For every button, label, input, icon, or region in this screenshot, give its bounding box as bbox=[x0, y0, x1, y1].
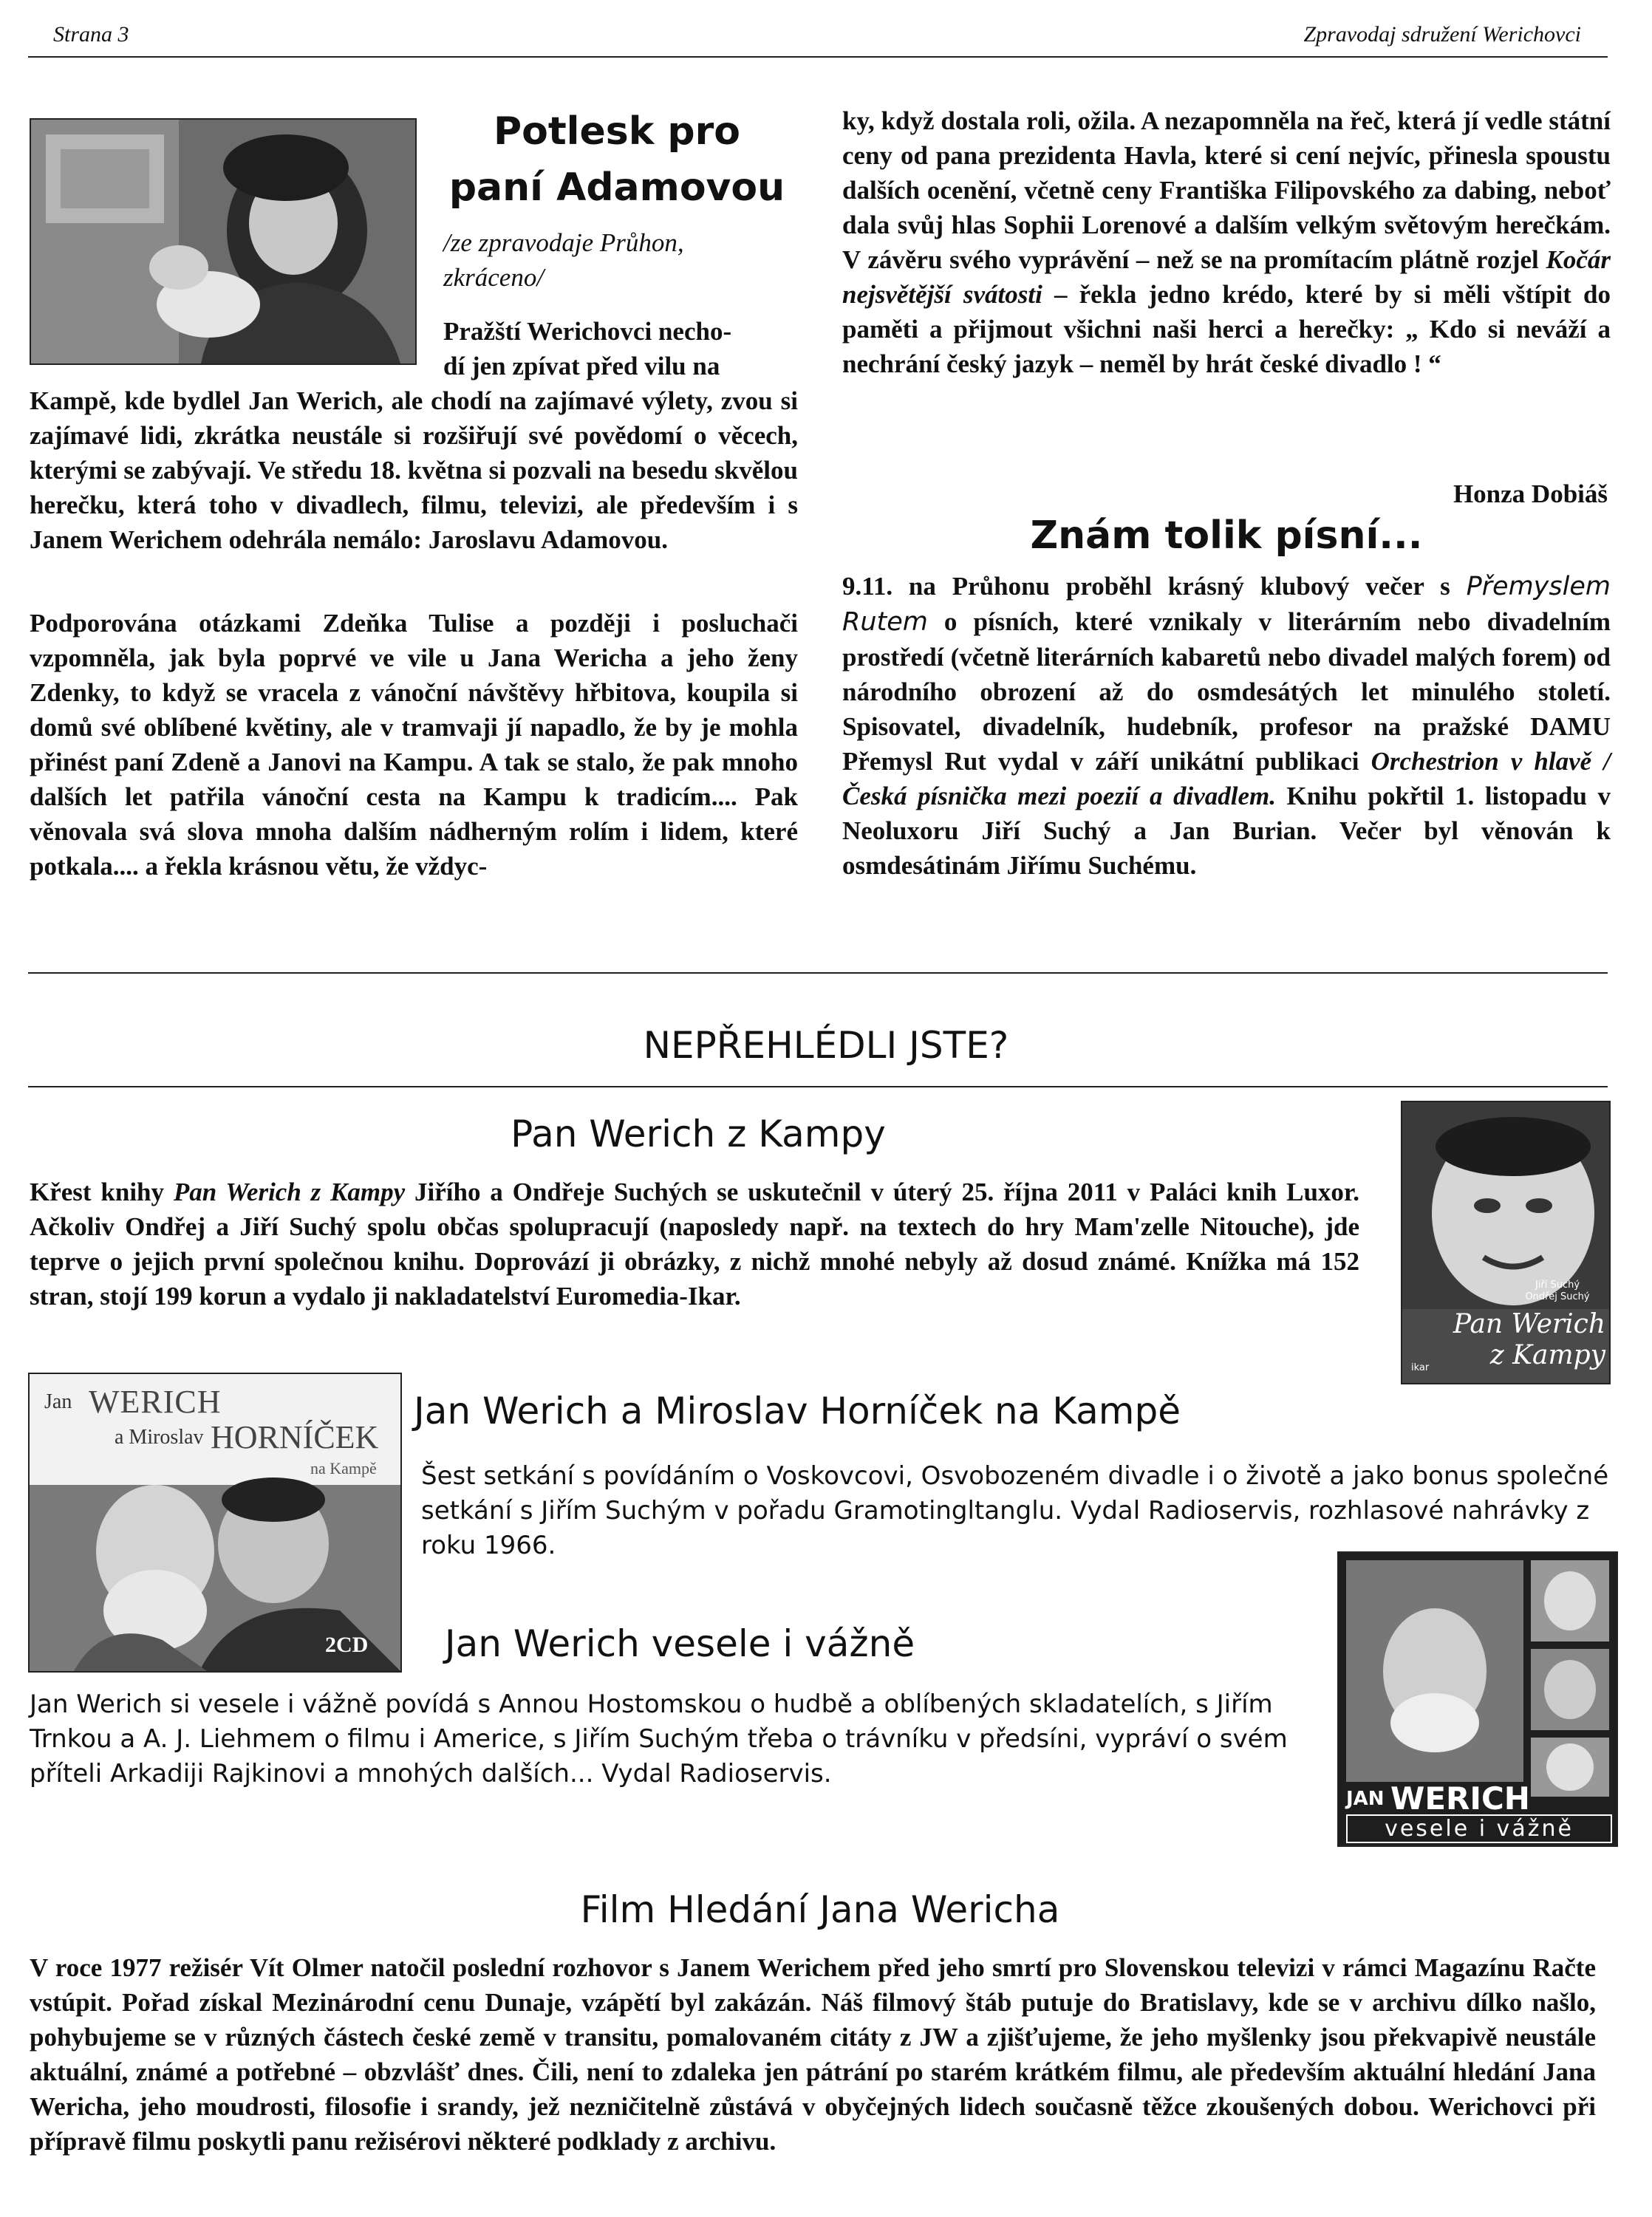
werich-vesele-i-vazne-cover bbox=[1337, 1551, 1618, 1847]
cd-cover-hornicek: HORNÍČEK bbox=[211, 1419, 379, 1455]
cd-cover-na-kampe: na Kampě bbox=[310, 1459, 377, 1478]
article2-text: 9.11. na Průhonu proběhl krásný klubový večer s Přemyslem Rutem o písních, které vznikaly v literárním nebo divadelním prostředí (včetně literárních kabaretů nebo divadel malých forem) od národního obrození až do osmdesátých let minulého století. Spisovatel, divadelník, hudebník, profesor na pražské DAMU Přemysl Rut vydal v září unikátní publikaci Orchestrion v hlavě / Česká písnička mezi poezií a divadlem. Knihu pokřtil 1. listopadu v Neoluxoru Jiří Suchý a Jan Burian. Večer byl věnován k osmdesátinám Jiřímu Suchému. bbox=[842, 572, 1611, 880]
item2-title: Jan Werich a Miroslav Horníček na Kampě bbox=[414, 1390, 1181, 1432]
article1-author: Honza Dobiáš bbox=[1453, 479, 1608, 508]
item1-text: Křest knihy Pan Werich z Kampy Jiřího a Ondřeje Suchých se uskutečnil v úterý 25. října 2011 v Paláci knih Luxor. Ačkoliv Ondřej a Jiří Suchý spolu občas spolupracují (naposledy např. na textech do hry Mam'zelle Nitouche), jde teprve o jejich první společnou knihu. Doprovází ji obrázky, z nichž mnohé nebyly až dosud známé. Knížka má 152 stran, stojí 199 korun a vydalo ji nakladatelství Euromedia-Ikar. bbox=[30, 1178, 1359, 1311]
item4-text: V roce 1977 režisér Vít Olmer natočil poslední rozhovor s Janem Werichem před jeho smrtí pro Slovenskou televizi v rámci Magazínu Račte vstúpit. Pořad získal Mezinárodní cenu Dunaje, vzápětí byl zakázán. Náš filmový štáb putuje do Bratislavy, kde se v archivu dílko našlo, pohybujeme se v různých částech české země v transitu, pomalovaném citáty z JW a zjišťujeme, že jeho myšlenky jsou překvapivě neustále aktuální, známé a potřebné – obzvlášť dnes. Čili, není to zdaleka jen pátrání po starém krátkém filmu, ale především aktuální hledání Jana Wericha, jeho moudrosti, filosofie i srandy, jež nezničitelně zůstává v obyčejných lidech současně těžce zkoušených dobou. Werichovci při přípravě filmu poskytli panu režisérovi některé podklady z archivu. bbox=[30, 1953, 1596, 2156]
guest-name: Přemyslem Rutem bbox=[842, 572, 1611, 637]
film-title: Kočár nejsvětější svátosti bbox=[842, 245, 1611, 309]
cd-cover-a-miroslav: a Miroslav bbox=[115, 1426, 204, 1449]
section-rule-top bbox=[28, 972, 1608, 974]
cover-werich: WERICH bbox=[1390, 1780, 1530, 1817]
book-title: Orchestrion v hlavě / Česká písnička mezi poezií a divadlem. bbox=[842, 747, 1611, 810]
cd-cover-2cd: 2CD bbox=[325, 1633, 369, 1657]
header-rule bbox=[28, 56, 1608, 58]
cd-cover-werich: WERICH bbox=[89, 1384, 222, 1420]
item1-title: Pan Werich z Kampy bbox=[511, 1113, 886, 1155]
article1-paragraph-2: Podporována otázkami Zdeňka Tulise a později i posluchači vzpomněla, jak byla poprvé ve vile u Jana Wericha a jeho ženy Zdenky, to když se vracela z vánoční návštěvy hřbitova, koupila si domů své oblíbené květiny, ale v tramvaji jí napadlo, že by je mohla přinést paní Zdeně a Janovi na Kampu. A tak se stalo, že pak mnoho dalších let patřila vánoční cesta na Kampu k tradicím.... Pak věnovala svá slova mnoha dalším nádherným rolím i lidem, které potkala.... a řekla krásnou větu, že vždyc- bbox=[30, 609, 798, 881]
cover-publisher: ikar bbox=[1411, 1362, 1430, 1373]
section-title: NEPŘEHLÉDLI JSTE? bbox=[643, 1024, 1009, 1067]
item3-title: Jan Werich vesele i vážně bbox=[444, 1622, 915, 1665]
article1-intro: Pražští Werichovci necho- dí jen zpívat před vilu na bbox=[443, 317, 732, 380]
pan-werich-book-cover bbox=[1401, 1101, 1611, 1384]
cover-subtitle: vesele i vážně bbox=[1346, 1814, 1612, 1843]
publication-title: Zpravodaj sdružení Werichovci bbox=[1303, 22, 1581, 47]
article1-title: Potlesk pro paní Adamovou bbox=[448, 109, 785, 210]
item1-book-title: Pan Werich z Kampy bbox=[173, 1178, 406, 1206]
item2-text: Šest setkání s povídáním o Voskovcovi, Osvobozeném divadle i o životě a jako bonus společné setkání s Jiřím Suchým v pořadu Gramotingltanglu. Vydal Radioservis, rozhlasové nahrávky z roku 1966. bbox=[421, 1461, 1609, 1560]
article1-paragraph-3: ky, když dostala roli, ožila. A nezapomněla na řeč, která jí vedle státní ceny od pana prezidenta Havla, které si cení nejvíc, přinesla spoustu dalších ocenění, včetně ceny Františka Filipovského za dabing, neboť dala svůj hlas Sophii Lorenové a dalším velkým světovým herečkám. V závěru svého vyprávění – než se na promítacím plátně rozjel Kočár nejsvětější svátosti – řekla jedno krédo, které by si měli vštípit do paměti a přijmout všichni naši herci a herečky: „ Kdo si neváží a nechrání český jazyk – neměl by hrát české divadlo ! “ bbox=[842, 106, 1611, 378]
adamova-photo bbox=[30, 118, 417, 365]
cd-cover-jan: Jan bbox=[44, 1390, 72, 1413]
cover-title: Pan Werich z Kampy bbox=[1453, 1309, 1605, 1370]
article1-paragraph-1: Kampě, kde bydlel Jan Werich, ale chodí na zajímavé výlety, zvou si zajímavé lidi, zkrátka neustále si rozšiřují své povědomí o věcech, kterými se zabývají. Ve středu 18. května si pozvali na besedu skvělou herečku, která toho v divadlech, filmu, televizi, ale především i s Janem Werichem odehrála nemálo: Jaroslavu Adamovou. bbox=[30, 386, 798, 554]
article1-source: /ze zpravodaje Průhon, zkráceno/ bbox=[443, 228, 684, 292]
article2-title: Znám tolik písní... bbox=[1030, 513, 1423, 558]
page-number: Strana 3 bbox=[53, 22, 129, 47]
item3-text: Jan Werich si vesele i vážně povídá s Annou Hostomskou o hudbě a oblíbených skladatelích, s Jiřím Trnkou a A. J. Liehmem o filmu i Americe, s Jiřím Suchým třeba o trávníku v předsíni, vypráví o svém příteli Arkadiji Rajkinovi a mnohých dalších... Vydal Radioservis. bbox=[30, 1690, 1288, 1789]
cover-jan: JAN bbox=[1346, 1788, 1385, 1810]
section-rule-bottom bbox=[28, 1086, 1608, 1087]
item4-title: Film Hledání Jana Wericha bbox=[580, 1888, 1060, 1931]
cover-authors: Jiří Suchý Ondřej Suchý bbox=[1525, 1280, 1590, 1302]
